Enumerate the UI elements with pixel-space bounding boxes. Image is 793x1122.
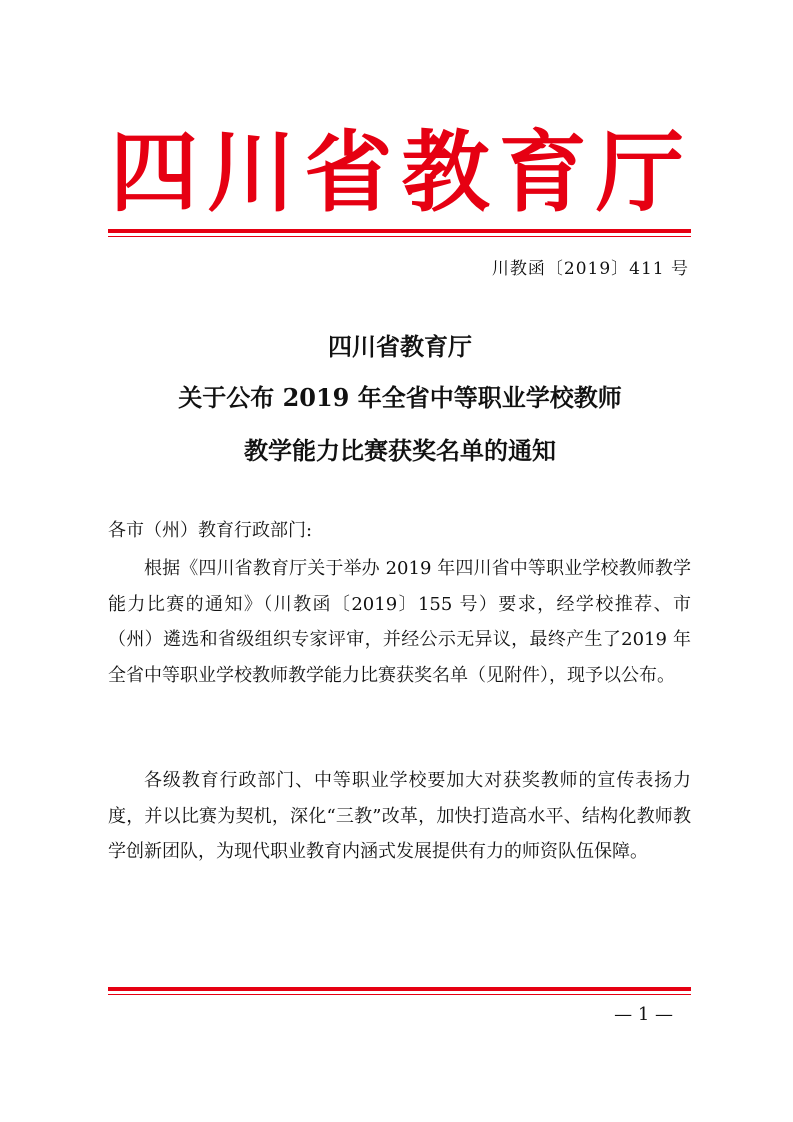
document-title-line-1: 四川省教育厅 — [328, 332, 472, 361]
header-char: 厅 — [595, 120, 684, 224]
header-char: 省 — [304, 120, 393, 224]
document-number: 川教函〔2019〕411 号 — [491, 259, 689, 279]
page-number: — 1 — — [614, 1004, 673, 1025]
header-char: 川 — [207, 120, 296, 224]
footer-divider-thin — [108, 994, 691, 995]
document-title-line-3: 教学能力比赛获奖名单的通知 — [244, 436, 556, 465]
document-title-line-2: 关于公布 2019 年全省中等职业学校教师 — [178, 383, 622, 412]
issuing-authority-header — [110, 118, 684, 226]
header-char: 育 — [498, 120, 587, 224]
header-char: 四 — [110, 120, 199, 224]
header-char: 教 — [401, 120, 490, 224]
body-paragraph-1: 根据《四川省教育厅关于举办 2019 年四川省中等职业学校教师教学能力比赛的通知》（川教函〔2019〕155 号）要求，经学校推荐、市（州）遴选和省级组织专家评审，并经公示无异议，最终产生了2019 年全省中等职业学校教师教学能力比赛获奖名单（见附件），现予以公布。 — [108, 558, 691, 686]
header-divider-thin — [108, 236, 691, 237]
footer-divider-thick — [108, 987, 691, 991]
salutation: 各市（州）教育行政部门: — [108, 520, 313, 541]
body-paragraph-2: 各级教育行政部门、中等职业学校要加大对获奖教师的宣传表扬力度，并以比赛为契机，深化“三教”改革，加快打造高水平、结构化教师教学创新团队，为现代职业教育内涵式发展提供有力的师资队伍保障。 — [108, 770, 691, 862]
header-divider-thick — [108, 229, 691, 233]
